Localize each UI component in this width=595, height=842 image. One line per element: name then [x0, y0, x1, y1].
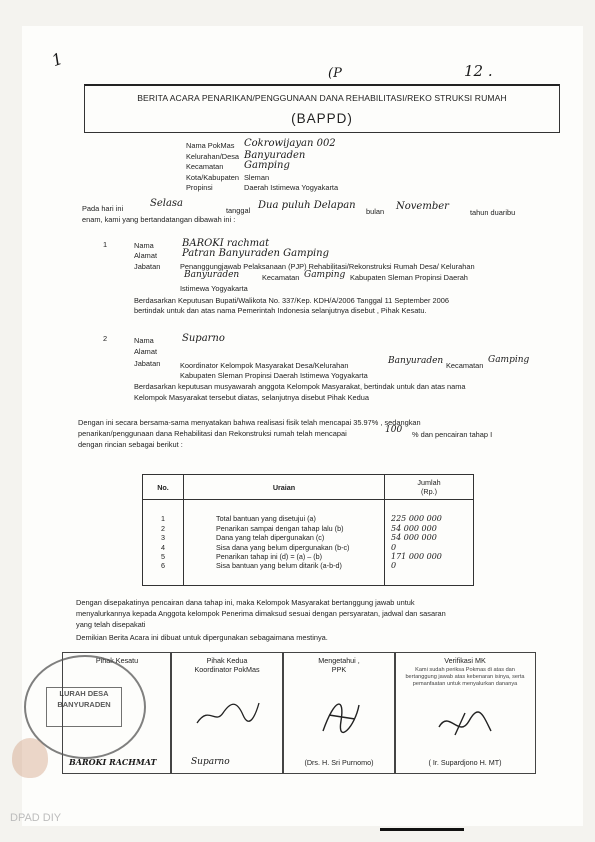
info-value: Cokrowijayan 002	[244, 138, 336, 149]
row-uraian: Penarikan tahap ini (d) = (a) – (b)	[216, 551, 323, 561]
info-label: Kecamatan	[186, 162, 224, 171]
closing-text: Demikian Berita Acara ini dibuat untuk dipergunakan sebagaimana mestinya.	[76, 633, 328, 642]
row-no: 6	[161, 561, 165, 571]
archive-logo-icon	[12, 738, 48, 778]
document-header	[84, 84, 560, 133]
opening-text: tahun duaribu	[470, 208, 516, 217]
closing-text: Dengan disepakatinya pencairan dana tahap ini, maka Kelompok Masyarakat bertanggung jawab untuk	[76, 598, 415, 607]
stamp-text	[46, 687, 122, 727]
row-no: 5	[161, 551, 165, 561]
handwritten-mark: 1	[49, 48, 66, 71]
signature-title: PPK	[331, 665, 347, 674]
signature-box-pihak-kedua	[170, 652, 284, 774]
signature-name: ( Ir. Supardjono H. MT)	[428, 758, 502, 767]
handwritten-page-number: 12 .	[464, 62, 493, 80]
party1-dasar: Berdasarkan Keputusan Bupati/Walikota No. 337/Kep. KDH/A/2006 Tanggal 11 September 2006	[134, 296, 449, 305]
party2-kecamatan: Gamping	[488, 355, 530, 365]
opening-text: bulan	[366, 207, 385, 216]
field-label: Alamat	[134, 251, 158, 260]
stamp-line: LURAH DESA	[59, 689, 109, 698]
party1-jabatan: Istimewa Yogyakarta	[180, 284, 248, 293]
row-uraian: Sisa bantuan yang belum ditarik (a-b-d)	[216, 561, 342, 571]
info-value: Banyuraden	[244, 150, 306, 161]
row-uraian: Dana yang telah dipergunakan (c)	[216, 533, 325, 543]
party1-jabatan: Penanggungjawab Pelaksanaan (PJP) Rehabilitasi/Rekonstruksi Rumah Desa/ Kelurahan	[180, 262, 475, 271]
col-jumlah-label: Jumlah	[417, 478, 441, 487]
row-no: 1	[161, 514, 165, 524]
info-value: Daerah Istimewa Yogyakarta	[244, 183, 339, 192]
hari-value: Selasa	[150, 198, 184, 209]
signature-title: Mengetahui ,	[318, 656, 360, 665]
statement-text: dengan rincian sebagai berikut :	[78, 440, 183, 449]
row-jumlah: 54 000 000	[391, 523, 437, 533]
verification-note: Kami sudah periksa Pokmas di atas dan bertanggung jawab atas kebenaran isinya, serta pemanfaatan untuk menyalurkan dananya	[405, 667, 525, 687]
statement-text: % dan pencairan tahap I	[412, 430, 493, 439]
signature-name: BAROKI RACHMAT	[69, 757, 157, 767]
field-label: Alamat	[134, 347, 158, 356]
bulan-value: November	[396, 201, 449, 212]
persen-value: 100	[385, 425, 403, 435]
party-number: 1	[103, 240, 108, 249]
signature-name: Suparno	[191, 757, 230, 767]
info-label: Kelurahan/Desa	[186, 152, 240, 161]
party2-dasar: Kelompok Masyarakat tersebut diatas, selanjutnya disebut Pihak Kedua	[134, 393, 369, 402]
signature-title: Pihak Kesatu	[95, 656, 139, 665]
handwritten-mark: (P	[328, 66, 342, 81]
col-uraian-header: Uraian	[184, 475, 385, 500]
row-jumlah: 225 000 000	[391, 514, 442, 524]
party2-jabatan: Koordinator Kelompok Masyarakat Desa/Kelurahan	[180, 361, 349, 370]
col-jumlah-unit: (Rp.)	[421, 487, 437, 496]
row-jumlah: 171 000 000	[391, 551, 442, 561]
opening-text: enam, kami yang bertandatangan dibawah ini :	[82, 215, 236, 224]
party1-kecamatan: Gamping	[304, 270, 346, 280]
field-label: Kecamatan	[446, 361, 484, 370]
stamp-line: BANYURADEN	[57, 700, 111, 709]
opening-text: tanggal	[226, 206, 251, 215]
watermark: DPAD DIY	[10, 812, 62, 824]
row-jumlah: 0	[391, 561, 397, 571]
row-jumlah: 0	[391, 542, 397, 552]
signature-scribble	[193, 695, 263, 731]
rincian-table	[142, 474, 474, 586]
party2-dasar: Berdasarkan keputusan musyawarah anggota Kelompok Masyarakat, bertindak untuk dan atas nama	[134, 382, 466, 391]
document-title: BERITA ACARA PENARIKAN/PENGGUNAAN DANA REHABILITASI/REKO STRUKSI RUMAH	[137, 93, 507, 103]
field-label: Nama	[134, 336, 154, 345]
signature-scribble	[435, 705, 495, 745]
field-label: Nama	[134, 241, 154, 250]
statement-text: Dengan ini secara bersama-sama menyatakan bahwa realisasi fisik telah mencapai 35.97% , sedangkan	[78, 418, 421, 427]
info-label: Propinsi	[186, 183, 213, 192]
signature-box-verifikasi	[394, 652, 536, 774]
row-uraian: Sisa dana yang belum dipergunakan (b-c)	[216, 542, 350, 552]
scan-mark	[380, 828, 464, 831]
document-subtitle: (BAPPD)	[291, 111, 353, 126]
jumlah-column	[385, 500, 474, 586]
row-no: 3	[161, 533, 165, 543]
signature-name: (Drs. H. Sri Purnomo)	[304, 758, 374, 767]
uraian-column	[184, 500, 385, 586]
closing-text: yang telah disepakati	[76, 620, 146, 629]
opening-text: Pada hari ini	[82, 204, 124, 213]
party1-name: BAROKI rachmat	[182, 238, 270, 249]
signature-box-ppk	[282, 652, 396, 774]
party1-dasar: bertindak untuk dan atas nama Pemerintah Indonesia selanjutnya disebut , Pihak Kesatu.	[134, 306, 427, 315]
info-label: Nama PokMas	[186, 141, 235, 150]
col-jumlah-header	[385, 475, 474, 500]
row-uraian: Total bantuan yang disetujui (a)	[216, 514, 316, 524]
party2-desa: Banyuraden	[388, 356, 444, 366]
row-jumlah: 54 000 000	[391, 533, 437, 543]
party2-name: Suparno	[182, 333, 225, 344]
signature-title: Pihak Kedua	[206, 656, 248, 665]
info-value: Gamping	[244, 160, 290, 171]
party1-address: Patran Banyuraden Gamping	[182, 248, 330, 259]
row-no: 4	[161, 542, 165, 552]
info-value: Sleman	[244, 173, 270, 182]
row-no: 2	[161, 523, 165, 533]
party1-jabatan: Kabupaten Sleman Propinsi Daerah	[350, 273, 468, 282]
signature-title: Koordinator PokMas	[194, 665, 260, 674]
party2-jabatan: Kabupaten Sleman Propinsi Daerah Istimewa Yogyakarta	[180, 371, 368, 380]
party1-desa: Banyuraden	[184, 270, 240, 280]
field-label: Kecamatan	[262, 273, 300, 282]
no-column	[143, 500, 184, 586]
signature-scribble	[315, 691, 365, 737]
closing-text: menyalurkannya kepada Anggota kelompok Penerima dimaksud sesuai dengan persyaratan, jadwal dan sasaran	[76, 609, 446, 618]
col-no-header: No.	[143, 475, 184, 500]
signature-title: Verifikasi MK	[444, 656, 486, 665]
info-label: Kota/Kabupaten	[186, 173, 240, 182]
party-number: 2	[103, 334, 108, 343]
field-label: Jabatan	[134, 359, 161, 368]
row-uraian: Penarikan sampai dengan tahap lalu (b)	[216, 523, 344, 533]
table-header-row	[143, 475, 474, 500]
tanggal-value: Dua puluh Delapan	[258, 200, 356, 211]
table-body	[143, 500, 474, 586]
field-label: Jabatan	[134, 262, 161, 271]
statement-text: penarikan/penggunaan dana Rehabilitasi dan Rekonstruksi rumah telah mencapai	[78, 429, 347, 438]
